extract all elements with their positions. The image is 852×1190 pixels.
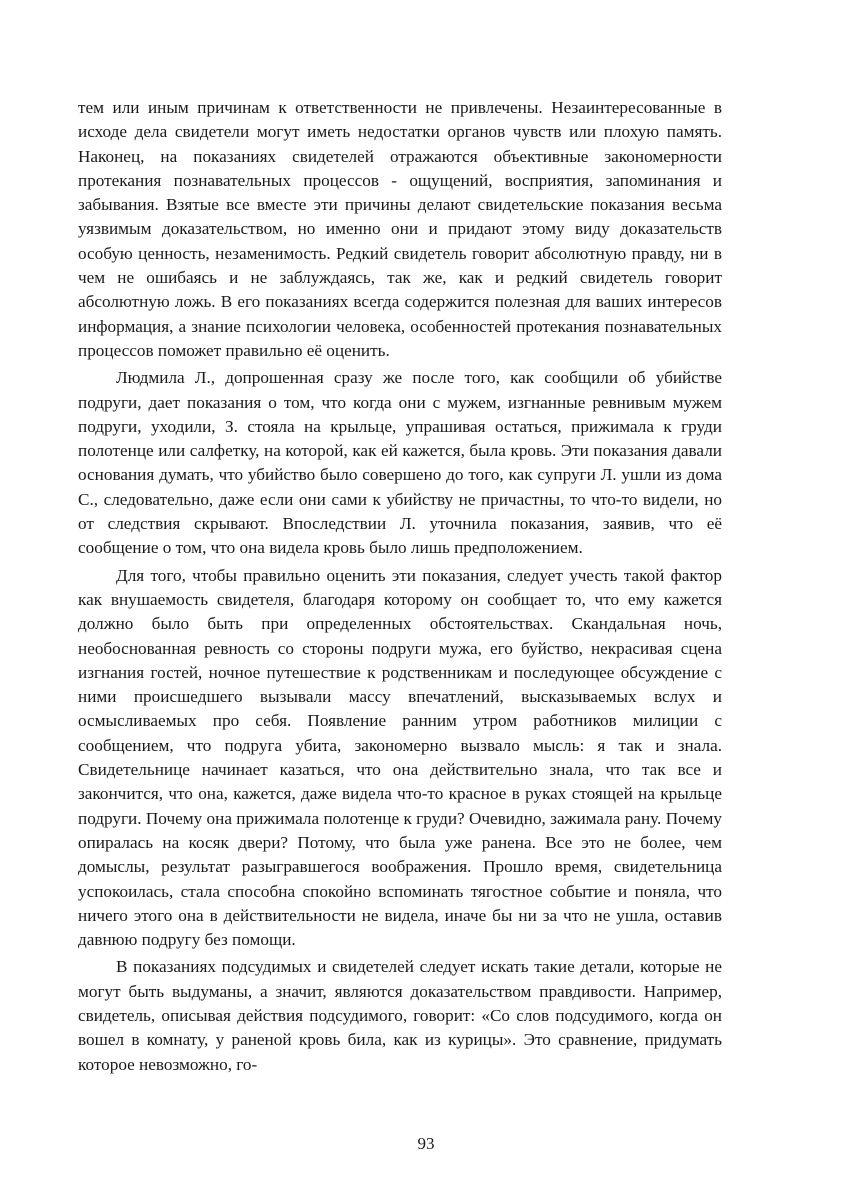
body-text [78, 96, 722, 1077]
page-number: 93 [417, 1134, 435, 1153]
paragraph-4: В показаниях подсудимых и свидетелей следует искать такие детали, которые не могут быть выдуманы, а значит, являются доказательством правдивости. Например, свидетель, описывая действия подсудимого, говорит: «Со слов подсудимого, когда он вошел в комнату, у раненой кровь била, как из курицы». Это сравнение, придумать которое невозможно, го- [78, 957, 722, 1074]
paragraph-3: Для того, чтобы правильно оценить эти показания, следует учесть такой фактор как внушаемость свидетеля, благодаря которому он сообщает то, что ему кажется должно было быть при определенных обстоятельствах. Скандальная ночь, необоснованная ревность со стороны подруги мужа, его буйство, некрасивая сцена изгнания гостей, ночное путешествие к родственникам и последующее обсуждение с ними происшедшего вызывали массу впечатлений, высказываемых вслух и осмысливаемых про себя. Появление ранним утром работников милиции с сообщением, что подруга убита, закономерно вызвало мысль: я так и знала. Свидетельнице начинает казаться, что она действительно знала, что так все и закончится, что она, кажется, даже видела что-то красное в руках стоящей на крыльце подруги. Почему она прижимала полотенце к груди? Очевидно, зажимала рану. Почему опиралась на косяк двери? Потому, что была уже ранена. Все это не более, чем домыслы, результат разыгравшегося воображения. Прошло время, свидетельница успокоилась, стала способна спокойно вспоминать тягостное событие и поняла, что ничего этого она в действительности не видела, иначе бы ни за что не ушла, оставив давнюю подругу без помощи. [78, 565, 722, 950]
paragraph-1: тем или иным причинам к ответственности не привлечены. Незаинтересованные в исходе дела свидетели могут иметь недостатки органов чувств или плохую память. Наконец, на показаниях свидетелей отражаются объективные закономерности протекания познавательных процессов - ощущений, восприятия, запоминания и забывания. Взятые все вместе эти причины делают свидетельские показания весьма уязвимым доказательством, но именно они и придают этому виду доказательств особую ценность, незаменимость. Редкий свидетель говорит абсолютную правду, ни в чем не ошибаясь и не заблуждаясь, так же, как и редкий свидетель говорит абсолютную ложь. В его показаниях всегда содержится полезная для ваших интересов информация, а знание психологии человека, особенностей протекания познавательных процессов поможет правильно её оценить. [78, 98, 722, 360]
paragraph-2: Людмила Л., допрошенная сразу же после того, как сообщили об убийстве подруги, дает показания о том, что когда они с мужем, изгнанные ревнивым мужем подруги, уходили, З. стояла на крыльце, упрашивая остаться, прижимала к груди полотенце или салфетку, на которой, как ей кажется, была кровь. Эти показания давали основания думать, что убийство было совершено до того, как супруги Л. ушли из дома С., следовательно, даже если они сами к убийству не причастны, то что-то видели, но от следствия скрывают. Впоследствии Л. уточнила показания, заявив, что её сообщение о том, что она видела кровь было лишь предположением. [78, 368, 722, 558]
